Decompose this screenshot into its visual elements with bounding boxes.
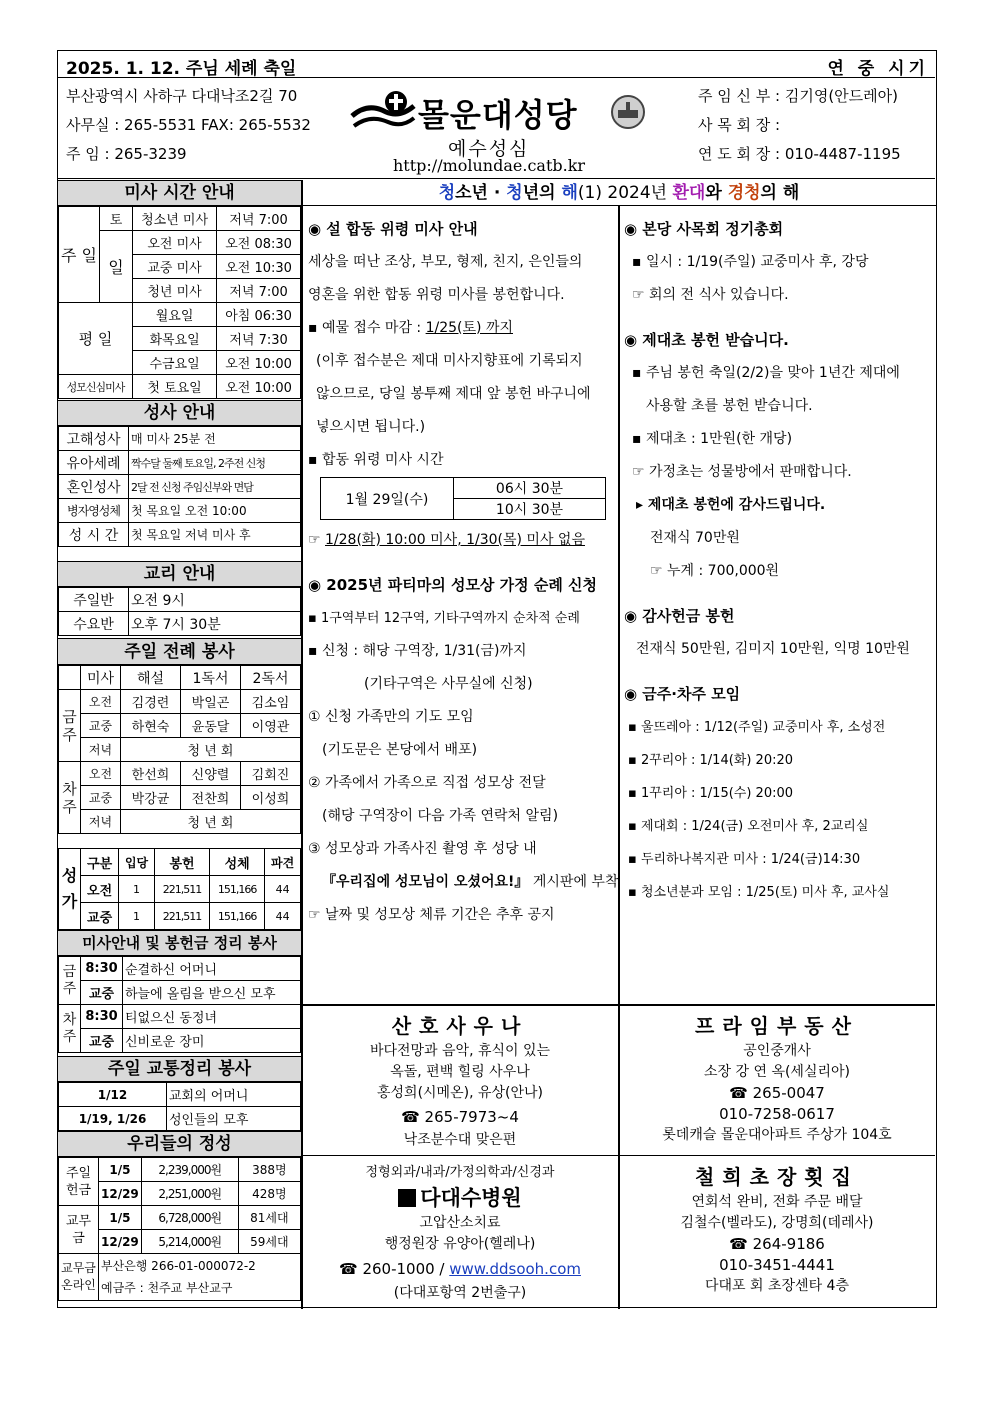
ad-text: 연회석 완비, 전화 주문 배달 [691, 1194, 863, 1210]
cross-wave-icon [348, 88, 418, 133]
mass-time: 오전 10:00 [217, 375, 301, 399]
offering-date: 12/29 [99, 1182, 142, 1206]
notice-text: 세상을 떠난 조상, 부모, 형제, 친지, 은인들의 [308, 254, 583, 270]
date-title: 2025. 1. 12. 주님 세례 축일 [66, 59, 297, 79]
ad-sauna [302, 1011, 618, 1151]
ad-text: 행정원장 유양아(헬레나) [384, 1236, 536, 1252]
sacrament-name: 병자영성체 [59, 499, 129, 523]
offering-count: 388명 [238, 1158, 300, 1182]
offering-count: 81세대 [238, 1206, 300, 1230]
mass-time: 06시 30분 [454, 478, 606, 499]
ad-text: 롯데캐슬 몰운대아파트 주상가 104호 [662, 1127, 892, 1143]
commentator: 한선희 [121, 762, 181, 786]
church-logo [348, 86, 648, 174]
next-week-label: 차주 [59, 1005, 81, 1053]
traffic-table [58, 1082, 301, 1131]
meeting-item: ▪ 울뜨레아 : 1/12(주일) 교중미사 후, 소성전 [628, 720, 886, 735]
notice-heading: ◉ 제대초 봉헌 받습니다. [624, 331, 789, 349]
notice-text: ③ 성모상과 가족사진 촬영 후 성당 내 [308, 841, 537, 857]
notice-text: ▸ 제대초 봉헌에 감사드립니다. [636, 497, 826, 513]
donor-text: 전재식 70만원 [650, 530, 740, 546]
reader-2: 이성희 [241, 786, 301, 810]
offering-count: 59세대 [238, 1230, 300, 1254]
ad-sashimi [619, 1162, 935, 1297]
district-president: 연 도 회 장 : 010-4487-1195 [698, 145, 901, 163]
mass-name: 청년 미사 [133, 279, 217, 303]
reader-2: 이영관 [241, 714, 301, 738]
col-header: 2독서 [241, 666, 301, 690]
mass-time: 오전 08:30 [217, 231, 301, 255]
address: 부산광역시 사하구 다대낙조2길 70 [66, 87, 298, 105]
choir-table [58, 848, 301, 930]
ad-text: 옥돌, 편백 힐링 사우나 [390, 1064, 530, 1080]
youth-group: 청 년 회 [121, 810, 301, 834]
hymn-number: 1 [119, 903, 155, 930]
header [58, 78, 935, 179]
sacrament-value: 매 미사 25분 전 [129, 427, 301, 451]
traffic-title: 주일 교통정리 봉사 [58, 1056, 301, 1082]
ad-text: 고압산소치료 [419, 1215, 501, 1231]
contact-info [66, 82, 311, 169]
catechism-table [58, 587, 301, 636]
notice-heading: ◉ 감사헌금 봉헌 [624, 607, 735, 625]
sacrament-value: 첫 목요일 저녁 미사 후 [129, 523, 301, 547]
bulletin-frame [57, 50, 937, 1308]
this-week-label: 금주 [59, 957, 81, 1005]
memorial-mass-table [320, 477, 606, 520]
mass-name: 화목요일 [133, 327, 217, 351]
notice-text: ▪ 합동 위령 미사 시간 [308, 452, 444, 468]
ad-title [302, 1183, 618, 1213]
col-header: 구분 [81, 849, 119, 876]
group-name: 신비로운 장미 [123, 1029, 301, 1053]
ad-phone: ☎ 264-9186 [729, 1235, 825, 1253]
this-week-label: 금주 [59, 690, 81, 762]
banner-part: 와 [705, 183, 728, 203]
hospital-website-link[interactable]: www.ddsooh.com [449, 1260, 581, 1278]
offering-amount: 6,728,000원 [141, 1206, 238, 1230]
collection-service-table [58, 956, 301, 1053]
banner-part: 해 [561, 183, 578, 203]
notice-text: ▪ 신청 : 해당 구역장, 1/31(금)까지 [308, 643, 527, 659]
ad-title: 프라임부동산 [695, 1014, 859, 1038]
notice-text: (해당 구역장이 다음 가족 연락처 알림) [322, 808, 559, 824]
liturgy-title: 주일 전례 봉사 [58, 638, 301, 665]
sacrament-name: 고해성사 [59, 427, 129, 451]
reader-2: 김소임 [241, 690, 301, 714]
offering-amount: 2,239,000원 [141, 1158, 238, 1182]
hymn-number: 44 [265, 903, 301, 930]
middle-column [308, 213, 619, 932]
class-time: 오전 9시 [129, 588, 301, 612]
notice-text [308, 524, 614, 557]
ad-realty [619, 1011, 935, 1146]
col-header: 입당 [119, 849, 155, 876]
staff-info [698, 82, 901, 169]
hymn-number: 1 [119, 876, 155, 903]
hospital-name: 다대수병원 [420, 1186, 522, 1210]
ad-hospital [302, 1162, 618, 1304]
notice-text: (이후 접수분은 제대 미사지향표에 기록되지 [316, 353, 583, 369]
ad-phone: 010-7258-0617 [719, 1105, 835, 1123]
notice-text: ① 신청 가족만의 기도 모임 [308, 709, 474, 725]
notice-text: ☞ 가정초는 성물방에서 판매합니다. [632, 464, 852, 480]
notice-text: ☞ 회의 전 식사 있습니다. [632, 287, 789, 303]
banner-part: 경청 [727, 183, 761, 203]
notice-text: (기타구역은 사무실에 신청) [364, 676, 533, 692]
sacrament-value: 짝수달 둘째 토요일, 2주전 신청 [129, 451, 301, 475]
mass-label: 8:30 [81, 1005, 123, 1029]
col-header: 봉헌 [154, 849, 209, 876]
next-week-label: 차주 [59, 762, 81, 834]
class-name: 주일반 [59, 588, 129, 612]
sunday-day-label: 일 [100, 231, 133, 303]
class-name: 수요반 [59, 612, 129, 636]
meeting-item: ▪ 1꾸리아 : 1/15(수) 20:00 [628, 786, 794, 801]
mass-time: 오전 10:30 [217, 255, 301, 279]
sunday-offering-label: 주일헌금 [59, 1158, 99, 1206]
banner-part: 청 [506, 183, 523, 203]
ad-text: (다대포항역 2번출구) [393, 1285, 527, 1301]
sacrament-value: 첫 목요일 오전 10:00 [129, 499, 301, 523]
reader-1: 신양렬 [181, 762, 241, 786]
traffic-date: 1/12 [59, 1083, 167, 1107]
mass-label: 오전 [81, 762, 121, 786]
notice-text: 사용할 초를 봉헌 받습니다. [646, 398, 813, 414]
no-mass-notice: 1/28(화) 10:00 미사, 1/30(목) 미사 없음 [325, 532, 585, 548]
ad-phone: ☎ 260-1000 / [339, 1260, 450, 1278]
ad-title: 철희초장횟집 [695, 1165, 859, 1189]
notice-text-part: 게시판에 부착 [528, 874, 619, 890]
group-name: 하늘에 올림을 받으신 모후 [123, 981, 301, 1005]
mass-time: 저녁 7:30 [217, 327, 301, 351]
church-url[interactable]: http://molundae.catb.kr [393, 156, 586, 175]
meeting-item: ▪ 두리하나복지관 미사 : 1/24(금)14:30 [628, 852, 861, 867]
banner-part: (1) 2024년 [577, 183, 673, 203]
collection-service-title: 미사안내 및 봉헌금 정리 봉사 [58, 930, 301, 956]
mass-label: 교중 [81, 714, 121, 738]
mass-name: 수금요일 [133, 351, 217, 375]
hymn-number: 221,511 [154, 903, 209, 930]
special-mass-label: 성모신심미사 [59, 375, 133, 399]
ad-text: 김철수(벨라도), 강명희(데레사) [680, 1215, 874, 1231]
mass-date: 1월 29일(수) [321, 478, 454, 520]
notice-text: ▪ 일시 : 1/19(주일) 교중미사 후, 강당 [632, 254, 869, 270]
class-time: 오후 7시 30분 [129, 612, 301, 636]
ad-phone: 010-3451-4441 [719, 1256, 835, 1274]
mass-label: 저녁 [81, 738, 121, 762]
notice-heading: ◉ 설 합동 위령 미사 안내 [308, 220, 478, 238]
traffic-date: 1/19, 1/26 [59, 1107, 167, 1131]
ad-text: 소장 강 연 옥(세실리아) [704, 1064, 850, 1080]
sunday-label: 주 일 [59, 207, 100, 303]
rectory-phone: 주 임 : 265-3239 [66, 145, 187, 163]
ad-text: 다대포 회 초장센타 4층 [705, 1278, 849, 1294]
title-bar [58, 51, 935, 78]
hymn-number: 151,166 [210, 903, 265, 930]
mass-label: 교중 [81, 981, 123, 1005]
notice-text: ▪ 주님 봉헌 축일(2/2)을 맞아 1년간 제대에 [632, 365, 900, 381]
col-header: 해설 [121, 666, 181, 690]
weekday-label: 평 일 [59, 303, 133, 375]
sacrament-name: 성 시 간 [59, 523, 129, 547]
col-header: 파견 [265, 849, 301, 876]
mass-name: 교중 미사 [133, 255, 217, 279]
notice-text: 영혼을 위한 합동 위령 미사를 봉헌합니다. [308, 287, 565, 303]
donor-text: 전재식 50만원, 김미지 10만원, 익명 10만원 [636, 641, 910, 657]
group-name: 순결하신 어머니 [123, 957, 301, 981]
mass-time: 10시 30분 [454, 499, 606, 520]
choir-label: 성가 [59, 849, 81, 930]
meeting-item: ▪ 2꾸리아 : 1/14(화) 20:20 [628, 753, 794, 768]
meeting-item: ▪ 제대회 : 1/24(금) 오전미사 후, 2교리실 [628, 819, 869, 834]
commentator: 박강균 [121, 786, 181, 810]
notice-heading: ◉ 금주·차주 모임 [624, 685, 741, 703]
commentator: 하현숙 [121, 714, 181, 738]
notice-heading: ◉ 본당 사목회 정기총회 [624, 220, 784, 238]
banner-part: 의 해 [760, 183, 800, 203]
deadline-text: 1/25(토) 까지 [425, 320, 513, 336]
youth-group: 청 년 회 [121, 738, 301, 762]
ad-text: 바다전망과 음악, 휴식이 있는 [369, 1043, 551, 1059]
commentator: 김경련 [121, 690, 181, 714]
sacrament-value: 2달 전 신청 주임신부와 면담 [129, 475, 301, 499]
ad-phone: ☎ 265-0047 [729, 1084, 825, 1102]
notice-text: ② 가족에서 가족으로 직접 성모상 전달 [308, 775, 546, 791]
banner-part: 환대 [672, 183, 706, 203]
hymn-number: 151,166 [210, 876, 265, 903]
mass-time: 아침 06:30 [217, 303, 301, 327]
banner-part: 청 [438, 183, 456, 203]
notice-text: (기도문은 본당에서 배포) [322, 742, 478, 758]
notice-text-part: ▪ 예물 접수 마감 : [308, 320, 426, 336]
mass-name: 월요일 [133, 303, 217, 327]
catechism-title: 교리 안내 [58, 561, 301, 587]
ad-title: 산호사우나 [391, 1014, 529, 1038]
mass-name: 오전 미사 [133, 231, 217, 255]
notice-text: 넣으시면 됩니다.) [316, 419, 426, 435]
mass-times-table [58, 206, 301, 399]
mass-label: 오전 [81, 690, 121, 714]
offering-table [58, 1157, 301, 1301]
total-text: ☞ 누계 : 700,000원 [650, 563, 780, 579]
offering-date: 12/29 [99, 1230, 142, 1254]
ads-middle-divider [301, 1155, 935, 1156]
mass-label: 교중 [81, 903, 119, 930]
year-banner [302, 180, 936, 206]
mass-time: 저녁 7:00 [217, 207, 301, 231]
col-header: 1독서 [181, 666, 241, 690]
hymn-number: 221,511 [154, 876, 209, 903]
offering-date: 1/5 [99, 1206, 142, 1230]
ad-phone: ☎ 265-7973~4 [401, 1108, 519, 1126]
mass-time: 오전 10:00 [217, 351, 301, 375]
ad-text: 낙조분수대 맞은편 [403, 1132, 517, 1148]
reader-1: 박일곤 [181, 690, 241, 714]
pastor: 주 임 신 부 : 김기영(안드레아) [698, 87, 898, 105]
online-label: 교무금 온라인 [59, 1254, 99, 1301]
bank-account: 부산은행 266-01-000072-2 [101, 1259, 256, 1273]
group-name: 티없으신 동정녀 [123, 1005, 301, 1029]
sacraments-table [58, 426, 301, 547]
offering-count: 428명 [238, 1182, 300, 1206]
offering-date: 1/5 [99, 1158, 142, 1182]
sacraments-title: 성사 안내 [58, 400, 301, 426]
church-seal-icon [610, 94, 646, 130]
sacrament-name: 혼인성사 [59, 475, 129, 499]
notice-text [308, 866, 619, 899]
liturgical-season: 연 중 시기 [827, 59, 929, 79]
reader-2: 김회진 [241, 762, 301, 786]
col-header: 미사 [81, 666, 121, 690]
notice-text: 않으므로, 당일 봉투째 제대 앞 봉헌 바구니에 [316, 386, 591, 402]
notice-text [308, 312, 614, 345]
account-holder: 예금주 : 천주교 부산교구 [101, 1281, 233, 1295]
mass-label: 오전 [81, 876, 119, 903]
hymn-number: 44 [265, 876, 301, 903]
mass-name: 청소년 미사 [133, 207, 217, 231]
parish-dues-label: 교무금 [59, 1206, 99, 1254]
right-column [624, 213, 930, 909]
col-header: 성체 [210, 849, 265, 876]
offering-amount: 2,251,000원 [141, 1182, 238, 1206]
mass-label: 8:30 [81, 957, 123, 981]
mass-label: 교중 [81, 1029, 123, 1053]
reader-1: 전찬희 [181, 786, 241, 810]
mass-label: 저녁 [81, 810, 121, 834]
ad-text: 정형외과/내과/가정의학과/신경과 [365, 1165, 555, 1180]
saturday-label: 토 [100, 207, 133, 231]
pointer-icon: ☞ [308, 532, 326, 548]
group-name: 교회의 어머니 [167, 1083, 301, 1107]
ads-top-divider [301, 1004, 935, 1006]
council-president: 사 목 회 장 : [698, 116, 781, 134]
group-name: 성인들의 모후 [167, 1107, 301, 1131]
bank-info [99, 1254, 301, 1301]
board-title: 『우리집에 성모님이 오셨어요!』 [322, 874, 529, 890]
notice-text: ▪ 제대초 : 1만원(한 개당) [632, 431, 793, 447]
office-phone: 사무실 : 265-5531 FAX: 265-5532 [66, 116, 311, 134]
offering-amount: 5,214,000원 [141, 1230, 238, 1254]
reader-1: 윤동달 [181, 714, 241, 738]
liturgy-table [58, 665, 301, 834]
ad-contact [302, 1255, 618, 1283]
mass-times-title: 미사 시간 안내 [58, 180, 301, 206]
sacrament-name: 유아세례 [59, 451, 129, 475]
meeting-item: ▪ 청소년분과 모임 : 1/25(토) 미사 후, 교사실 [628, 885, 890, 900]
church-name: 몰운대성당 [418, 96, 578, 134]
notice-text: ▪ 1구역부터 12구역, 기타구역까지 순차적 순례 [308, 611, 580, 626]
banner-part: 소년 · [455, 183, 507, 203]
banner-part: 년의 [522, 183, 562, 203]
patron-name: 예수성심 [448, 138, 530, 160]
ad-text: 홍성희(시메온), 유상(안나) [377, 1085, 543, 1101]
offering-title: 우리들의 정성 [58, 1131, 301, 1157]
mass-name: 첫 토요일 [133, 375, 217, 399]
mass-time: 저녁 7:00 [217, 279, 301, 303]
ad-text: 공인중개사 [743, 1043, 811, 1059]
hospital-logo-icon [398, 1189, 416, 1207]
mass-label: 교중 [81, 786, 121, 810]
notice-heading: ◉ 2025년 파티마의 성모상 가정 순례 신청 [308, 576, 598, 594]
notice-text: ☞ 날짜 및 성모상 체류 기간은 추후 공지 [308, 907, 555, 923]
